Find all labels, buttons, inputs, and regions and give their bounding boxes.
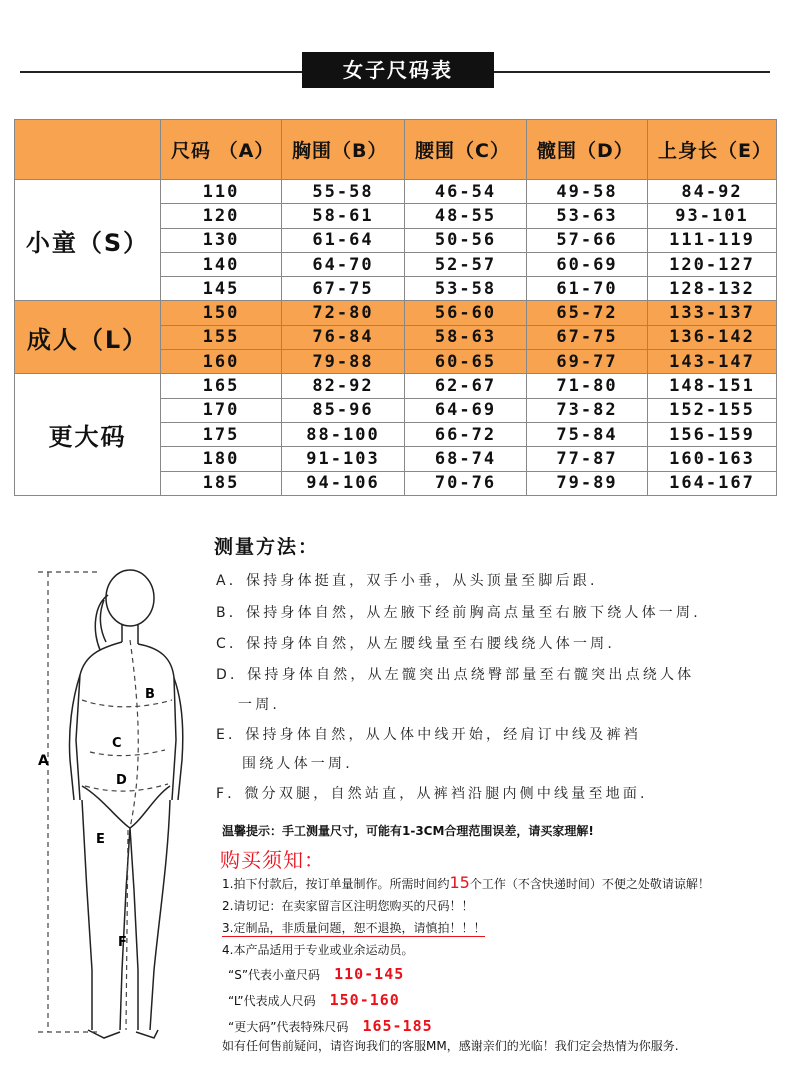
table-cell: 110	[161, 180, 282, 204]
table-cell: 70-76	[405, 471, 527, 495]
table-cell: 170	[161, 398, 282, 422]
step-d-cont: 一周.	[238, 697, 281, 713]
table-cell: 67-75	[282, 277, 405, 301]
table-cell: 82-92	[282, 374, 405, 398]
code-l-range: 150-160	[329, 991, 400, 1009]
table-cell: 91-103	[282, 447, 405, 471]
table-cell: 58-61	[282, 204, 405, 228]
label-e: E	[96, 832, 105, 847]
table-cell: 185	[161, 471, 282, 495]
footer-text: 如有任何售前疑问，请咨询我们的客服MM，感谢亲们的光临！我们定会热情为你服务.	[222, 1039, 679, 1053]
table-cell: 120-127	[648, 252, 777, 276]
table-cell: 111-119	[648, 228, 777, 252]
header-waist: 腰围（C）	[405, 120, 527, 180]
table-cell: 84-92	[648, 180, 777, 204]
table-cell: 156-159	[648, 422, 777, 446]
note-4: 4.本产品适用于专业或业余运动员。	[222, 943, 414, 957]
warm-tip: 温馨提示：手工测量尺寸，可能有1-3CM合理范围误差，请买家理解!	[222, 824, 594, 838]
table-cell: 164-167	[648, 471, 777, 495]
table-cell: 152-155	[648, 398, 777, 422]
table-cell: 60-69	[527, 252, 648, 276]
step-e-cont: 围绕人体一周.	[242, 756, 353, 772]
table-cell: 65-72	[527, 301, 648, 325]
header-chest: 胸围（B）	[282, 120, 405, 180]
buy-notice-title: 购买须知：	[220, 848, 325, 872]
label-c: C	[112, 736, 122, 751]
table-cell: 46-54	[405, 180, 527, 204]
step-e: E．保持身体自然，从人体中线开始，经肩订中线及裤裆	[216, 727, 641, 743]
label-d: D	[116, 773, 127, 788]
table-cell: 49-58	[527, 180, 648, 204]
table-cell: 180	[161, 447, 282, 471]
size-group-label: 更大码	[15, 374, 161, 495]
buy-notes	[222, 872, 710, 961]
step-c: C．保持身体自然，从左腰线量至右腰线绕人体一周.	[216, 636, 616, 652]
note-1-days: 15	[449, 873, 470, 892]
table-row	[15, 374, 777, 398]
table-cell: 64-69	[405, 398, 527, 422]
note-3	[222, 917, 710, 939]
table-cell: 73-82	[527, 398, 648, 422]
table-row	[15, 180, 777, 204]
code-l	[228, 988, 433, 1014]
label-a: A	[38, 753, 49, 769]
table-row	[15, 301, 777, 325]
code-s-range: 110-145	[334, 965, 405, 983]
step-d: D．保持身体自然，从左髋突出点绕臀部量至右髋突出点绕人体	[216, 667, 695, 683]
code-xl-label: “更大码”代表特殊尺码	[228, 1020, 349, 1034]
step-b: B．保持身体自然，从左腋下经前胸高点量至右腋下绕人体一周.	[216, 605, 701, 621]
code-s-label: “S”代表小童尺码	[228, 968, 321, 982]
table-cell: 67-75	[527, 325, 648, 349]
table-cell: 148-151	[648, 374, 777, 398]
table-cell: 72-80	[282, 301, 405, 325]
table-cell: 175	[161, 422, 282, 446]
table-cell: 94-106	[282, 471, 405, 495]
table-cell: 140	[161, 252, 282, 276]
table-cell: 48-55	[405, 204, 527, 228]
table-cell: 50-56	[405, 228, 527, 252]
table-cell: 155	[161, 325, 282, 349]
table-cell: 88-100	[282, 422, 405, 446]
table-cell: 143-147	[648, 350, 777, 374]
label-f: F	[118, 935, 127, 950]
table-cell: 165	[161, 374, 282, 398]
table-cell: 160-163	[648, 447, 777, 471]
table-cell: 64-70	[282, 252, 405, 276]
label-b: B	[145, 687, 155, 702]
table-cell: 128-132	[648, 277, 777, 301]
table-cell: 150	[161, 301, 282, 325]
table-cell: 76-84	[282, 325, 405, 349]
header-size: 尺码 （A）	[161, 120, 282, 180]
table-cell: 85-96	[282, 398, 405, 422]
note-1-text: 1.拍下付款后，按订单量制作。所需时间约	[222, 877, 450, 891]
table-cell: 130	[161, 228, 282, 252]
note-2: 2.请切记：在卖家留言区注明您购买的尺码！！	[222, 899, 474, 913]
header-empty-cell	[15, 120, 161, 180]
table-cell: 52-57	[405, 252, 527, 276]
page-title: 女子尺码表	[302, 52, 494, 88]
table-cell: 58-63	[405, 325, 527, 349]
table-cell: 56-60	[405, 301, 527, 325]
note-1-text-end: 个工作（不含快递时间）不便之处敬请谅解！	[469, 877, 710, 891]
code-s	[228, 962, 433, 988]
note-1	[222, 872, 710, 895]
table-cell: 120	[161, 204, 282, 228]
table-cell: 68-74	[405, 447, 527, 471]
table-cell: 62-67	[405, 374, 527, 398]
table-cell: 61-64	[282, 228, 405, 252]
note-3-text: 3.定制品，非质量问题，恕不退换，请慎拍！！！	[222, 921, 486, 935]
table-cell: 145	[161, 277, 282, 301]
table-cell: 57-66	[527, 228, 648, 252]
method-title: 测量方法：	[214, 536, 320, 558]
table-cell: 160	[161, 350, 282, 374]
step-a: A．保持身体挺直，双手小垂，从头顶量至脚后跟.	[216, 573, 598, 589]
table-cell: 79-89	[527, 471, 648, 495]
table-cell: 79-88	[282, 350, 405, 374]
table-cell: 66-72	[405, 422, 527, 446]
table-cell: 53-63	[527, 204, 648, 228]
size-table	[14, 119, 777, 496]
header-hip: 髋围（D）	[527, 120, 648, 180]
table-header-row	[15, 120, 777, 180]
table-cell: 93-101	[648, 204, 777, 228]
table-cell: 77-87	[527, 447, 648, 471]
table-cell: 61-70	[527, 277, 648, 301]
code-xl-range: 165-185	[362, 1017, 433, 1035]
size-code-list	[228, 962, 433, 1040]
step-f: F．微分双腿，自然站直，从裤裆沿腿内侧中线量至地面.	[216, 786, 648, 802]
size-group-label: 成人（L）	[15, 301, 161, 374]
table-cell: 75-84	[527, 422, 648, 446]
table-cell: 60-65	[405, 350, 527, 374]
table-cell: 71-80	[527, 374, 648, 398]
body-measurement-figure	[30, 560, 205, 1050]
table-cell: 53-58	[405, 277, 527, 301]
table-cell: 133-137	[648, 301, 777, 325]
table-cell: 55-58	[282, 180, 405, 204]
table-cell: 136-142	[648, 325, 777, 349]
figure-head	[106, 570, 154, 626]
size-group-label: 小童（S）	[15, 180, 161, 301]
code-l-label: “L”代表成人尺码	[228, 994, 316, 1008]
header-torso: 上身长（E）	[648, 120, 777, 180]
table-cell: 69-77	[527, 350, 648, 374]
